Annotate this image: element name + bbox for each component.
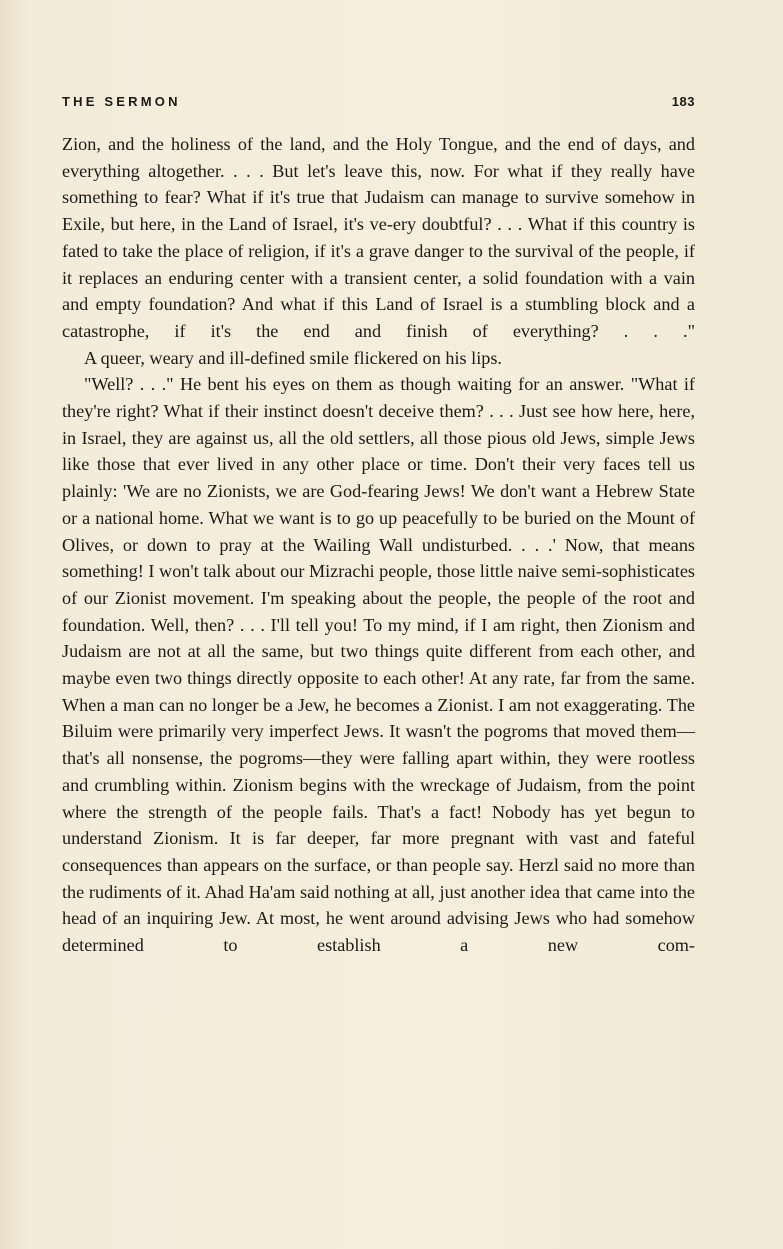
paragraph-2: A queer, weary and ill-defined smile flickered on his lips.	[84, 347, 502, 368]
body-text	[62, 131, 695, 959]
running-title: THE SERMON	[62, 94, 181, 109]
page-header	[62, 94, 695, 114]
paragraph-3: "Well? . . ." He bent his eyes on them as though waiting for an answer. "What if they're right? What if their instinct doesn't deceive them? . . . Just see how here, here, in Israel, they are against us, all the old settlers, all those pious old Jews, simple Jews like those that ever lived in any other place or time. Don't their very faces tell us plainly: 'We are no Zionists, we are God-fearing Jews! We don't want a Hebrew State or a national home. What we want is to go up peacefully to be buried on the Mount of Olives, or down to pray at the Wailing Wall undisturbed. . . .' Now, that means something! I won't talk about our Mizrachi people, those little naive semi-sophisticates of our Zionist movement. I'm speaking about the people, the people of the root and foundation. Well, then? . . . I'll tell you! To my mind, if I am right, then Zionism and Judaism are not at all the same, but two things quite different from each other, and maybe even two things directly opposite to each other! At any rate, far from the same. When a man can no longer be a Jew, he becomes a Zionist. I am not exaggerating. The Biluim were primarily very imperfect Jews. It wasn't the pogroms that moved them—that's all nonsense, the pogroms—they were falling apart within, they were rootless and crumbling within. Zionism begins with the wreckage of Judaism, from the point where the strength of the people fails. That's a fact! Nobody has yet begun to understand Zionism. It is far deeper, far more pregnant with vast and fateful consequences than appears on the surface, or than people say. Herzl said no more than the rudiments of it. Ahad Ha'am said nothing at all, just another idea that came into the head of an inquiring Jew. At most, he went around advising Jews who had somehow determined to establish a new com-	[62, 374, 695, 956]
paragraph-1: Zion, and the holiness of the land, and the Holy Tongue, and the end of days, and everything altogether. . . . But let's leave this, now. For what if they really have something to fear? What if it's true that Judaism can manage to survive somehow in Exile, but here, in the Land of Israel, it's ve-ery doubtful? . . . What if this country is fated to take the place of religion, if it's a grave danger to the survival of the people, if it replaces an enduring center with a transient center, a solid foundation with a vain and empty foundation? And what if this Land of Israel is a stumbling block and a catastrophe, if it's the end and finish of everything? . . ."	[62, 134, 695, 341]
page-number: 183	[671, 94, 695, 109]
